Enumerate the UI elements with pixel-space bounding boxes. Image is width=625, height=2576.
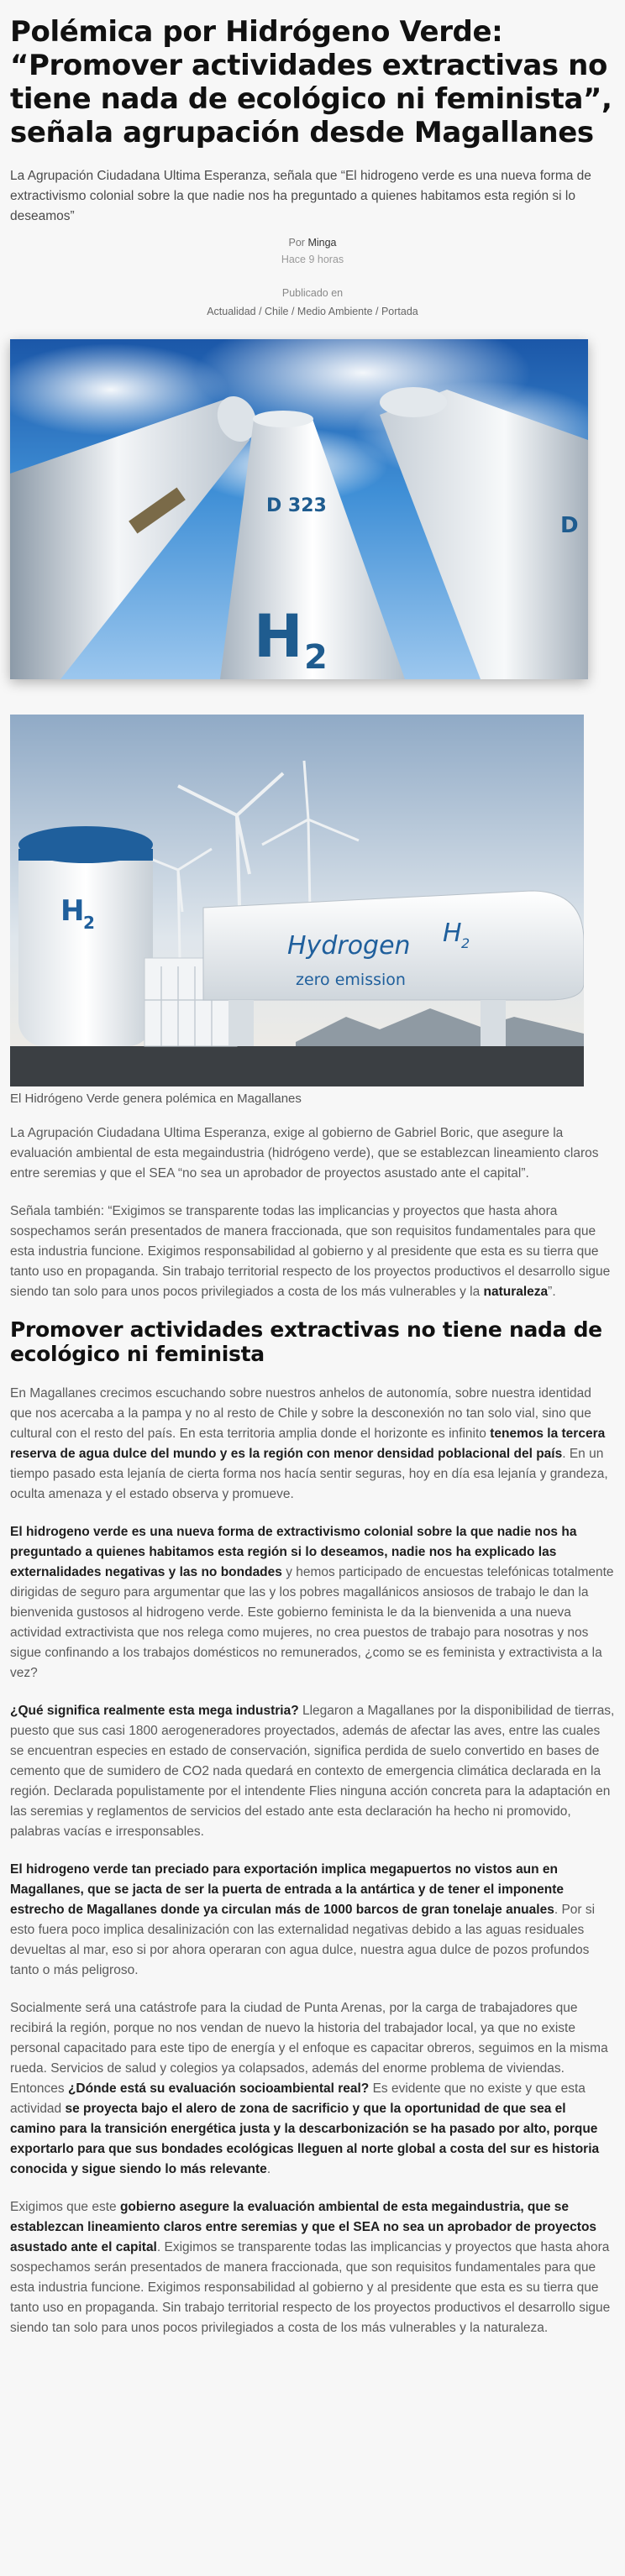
article-paragraph [10, 1123, 615, 1184]
paragraph-text: . [266, 2162, 271, 2176]
paragraph-text: Es evidente que no existe y que esta actividad [10, 2081, 586, 2116]
hydrogen-tanks-illustration [10, 339, 588, 679]
article-title: Polémica por Hidrógeno Verde: “Promover actividades extractivas no tiene nada de ecológico ni feminista”, señala agrupación desde Magallanes [10, 15, 612, 149]
article-meta [10, 237, 615, 317]
bold-text: tenemos la tercera reserva de agua dulce del mundo y es la región con menor densidad poblacional del país [10, 1427, 606, 1461]
article-paragraph [10, 2197, 615, 2338]
paragraph-text: y hemos participado de encuestas telefónicas totalmente dirigidas de seguro para argumentar que las y los pobres magallánicos ansiosos de trabajo le dan la bienvenida gustosos al hidrogeno verde. Este gobierno feminista le da la bienvenida a una nueva actividad extractivista que nos relega como mujeres, no crea puestos de trabajo para nosotras y nos sigue confinando a los trabajos domésticos no remunerados, ¿como se es feminista y extractivista a la vez? [10, 1565, 614, 1680]
paragraph-text: . En un tiempo pasado esta lejanía de cierta forma nos hacía sentir seguras, hoy en día esa lejanía y grandeza, oculta amenaza y el estado observa y promueve. [10, 1447, 608, 1501]
author-line [10, 237, 615, 249]
article-paragraph [10, 1701, 615, 1842]
section-heading: Promover actividades extractivas no tiene nada de ecológico ni feminista [10, 1317, 602, 1366]
paragraph-text: . Exigimos se transparente todas las implicancias y proyectos que hasta ahora sospechamos serán presentados de manera fraccionada, que son requisitos fundamentales para que esta industria funcione. Exigimos responsabilidad al gobierno y al presidente que esta es su tierra que tanto uso en propaganda. Sin trabajo territorial respecto de los proyectos productivos el desarrollo sigue siendo tan solo para unos pocos privilegiados a costa de los más vulnerables y la naturaleza. [10, 2240, 611, 2335]
bold-text: gobierno asegure la evaluación ambiental de esta megaindustria, que se establezcan lineamiento claros entre seremias y que el SEA no sea un aprobador de proyectos asustado ante el capital [10, 2200, 597, 2254]
article-paragraph [10, 1998, 615, 2180]
author-prefix: Por [288, 237, 305, 249]
paragraph-text: En Magallanes crecimos escuchando sobre nuestros anhelos de autonomía, sobre nuestra identidad que nos acercaba a la pampa y no al resto de Chile y sobre la desconexión no tan solo vial, sino que cultural con el resto del país. En esta territoria amplia donde el horizonte es infinito [10, 1386, 591, 1441]
bold-text: ¿Dónde está su evaluación socioambiental real? [67, 2081, 370, 2096]
bold-text: naturaleza [483, 1285, 549, 1299]
hydrogen-tanks-image [10, 339, 588, 679]
article-body [10, 1123, 615, 2338]
tank-label-code: D 323 [266, 495, 327, 516]
hydrogen-plant-illustration [10, 715, 584, 1086]
paragraph-text: Socialmente será una catástrofe para la ciudad de Punta Arenas, por la carga de trabajadores que recibirá la región, porque no nos vendan de nuevo la historia del trabajador local, ya que no existe personal capacitado para este tipo de energía y el enfoque es capacitar obreros, seguimos en la misma rueda. Servicios de salud y colegios ya colapsados, además del enorme problema de viviendas. Entonces [10, 2001, 608, 2096]
paragraphs-group-a [10, 1123, 615, 1302]
paragraph-text: La Agrupación Ciudadana Ultima Esperanza, exige al gobierno de Gabriel Boric, que asegure la evaluación ambiental de esta megaindustria (hidrógeno verde), que se establezcan lineamiento claros entre seremias y que el SEA “no sea un aprobador de proyectos asustado ante el capital”. [10, 1126, 599, 1181]
tank-label-d: D [560, 513, 579, 538]
paragraph-text: ”. [548, 1285, 556, 1299]
article-paragraph [10, 1202, 615, 1302]
tank-label-zero-emission: zero emission [296, 971, 406, 989]
bold-text: El hidrogeno verde tan preciado para exportación implica megapuertos no vistos aun en Magallanes, que se jacta de ser la puerta de entrada a la antártica y de tener el imponente estrecho de Magallanes donde ya circulan más de 1000 barcos de gran tonelaje anuales [10, 1862, 564, 1917]
article-paragraph [10, 1522, 615, 1683]
tank-label-h2-2: 2 [461, 935, 470, 951]
article-paragraph [10, 1384, 615, 1505]
article-paragraph [10, 1860, 615, 1981]
tank-label-2: 2 [304, 638, 328, 677]
bold-text: se proyecta bajo el alero de zona de sacrificio y que la oportunidad de que sea el camino para la transición energética justa y la descarbonización se ha pasado por alto, porque exportarlo para que sus bondades ecológicas lleguen al norte global a costa del sur es historia conocida y sigue siendo lo más relevante [10, 2102, 600, 2176]
published-label: Publicado en [281, 287, 344, 299]
paragraph-text: Señala también: “Exigimos se transparente todas las implicancias y proyectos que hasta ahora sospechamos serán presentados de manera fraccionada, que son requisitos fundamentales para que esta industria funcione. Exigimos responsabilidad al gobierno y al presidente que esta es su tierra que tanto uso en propaganda. Sin trabajo territorial respecto de los proyectos productivos el desarrollo sigue siendo tan solo para unos pocos privilegiados a costa de los más vulnerables y la [10, 1204, 611, 1299]
bold-text: ¿Qué significa realmente esta mega industria? [10, 1704, 299, 1718]
tank-label-h: H [254, 602, 303, 671]
tank-label-hydrogen: Hydrogen [287, 931, 411, 961]
silo-label-h: H [60, 894, 85, 928]
paragraph-text: Exigimos que este [10, 2200, 120, 2214]
hydrogen-plant-image [10, 715, 584, 1086]
category-links[interactable]: Actualidad / Chile / Medio Ambiente / Portada [207, 306, 418, 317]
author-link[interactable]: Minga [307, 237, 337, 249]
bold-text: El hidrogeno verde es una nueva forma de extractivismo colonial sobre la que nadie nos ha preguntado a quienes habitamos esta región si lo deseamos, nadie nos ha explicado las externalidades negativas y las no bondades [10, 1525, 577, 1579]
article-lead: La Agrupación Ciudadana Ultima Esperanza, señala que “El hidrogeno verde es una nueva forma de extractivismo colonial sobre la que nadie nos ha preguntado a quienes habitamos esta región si lo deseamos” [10, 169, 591, 223]
paragraphs-group-b [10, 1384, 615, 2338]
tank-label-h2-h: H [443, 919, 462, 948]
figure-caption: El Hidrógeno Verde genera polémica en Magallanes [10, 1092, 302, 1106]
time-ago: Hace 9 horas [281, 254, 344, 265]
paragraph-text: Llegaron a Magallanes por la disponibilidad de tierras, puesto que sus casi 1800 aerogeneradores proyectados, además de afectar las aves, entre las cuales se encuentran especies en estado de conservación, significa perdida de suelo convertido en bases de cemento que de sumidero de CO2 nada quedará en contexto de emergencia climática declarada en la región. Declarada populistamente por el intendente Flies ninguna acción concreta para la adaptación en las seremias y reglamentos de servicios del estado ante esta declaración ha hecho ni promovido, palabras vacías e irresponsables. [10, 1704, 615, 1839]
paragraph-text: . Por si esto fuera poco implica desalinización con las externalidad negativas debido a las aguas residuales devueltas al mar, eso si por ahora operaran con agua dulce, nuestra agua dulce de pozos profundos tanto o más peligroso. [10, 1903, 596, 1977]
silo-label-2: 2 [83, 913, 95, 933]
